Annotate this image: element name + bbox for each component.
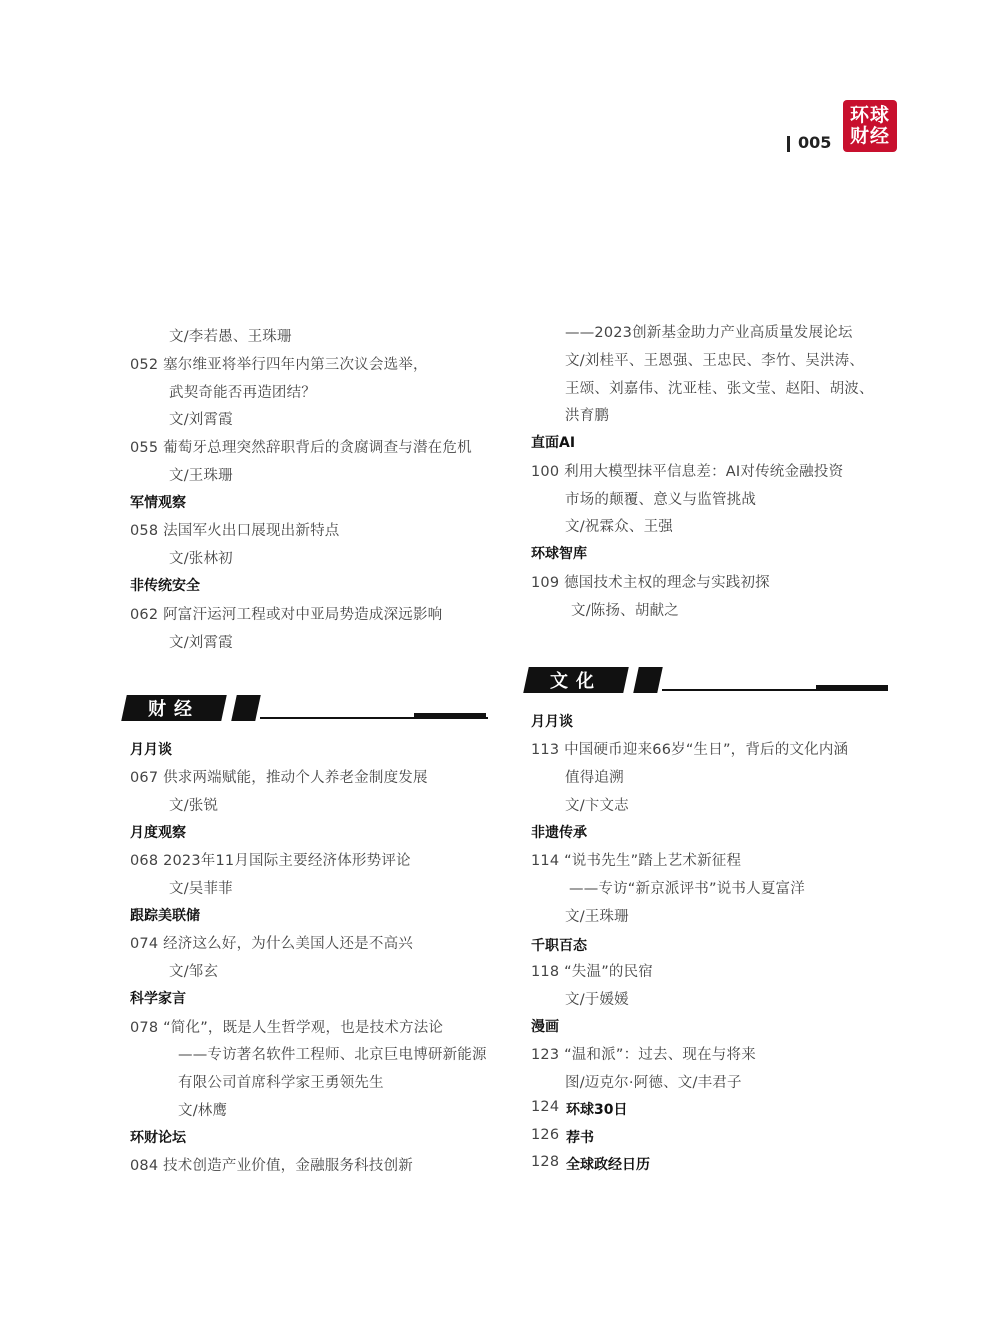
section-heading: 漫画 (531, 1019, 559, 1035)
banner-block (633, 667, 663, 693)
banner-thick-rule (414, 713, 486, 719)
toc-byline: 文/刘霄霞 (169, 412, 233, 428)
toc-byline: 文/于媛媛 (565, 992, 629, 1008)
toc-entry: 067 供求两端赋能，推动个人养老金制度发展 (130, 770, 428, 786)
toc-entry: 109 德国技术主权的理念与实践初探 (531, 575, 770, 591)
toc-byline-continued: 洪育鹏 (565, 408, 610, 424)
toc-entry-continued: 值得追溯 (565, 770, 624, 786)
section-heading: 非传统安全 (130, 578, 200, 594)
toc-entry: 078 “简化”，既是人生哲学观，也是技术方法论 (130, 1020, 444, 1036)
toc-entry-title: 荐书 (566, 1130, 594, 1146)
toc-subtitle: ——2023创新基金助力产业高质量发展论坛 (565, 325, 853, 341)
toc-entry: 074 经济这么好，为什么美国人还是不高兴 (130, 936, 413, 952)
section-heading: 军情观察 (130, 495, 186, 511)
banner-box (523, 667, 629, 693)
section-heading: 月度观察 (130, 825, 186, 841)
toc-subtitle: ——专访“新京派评书”说书人夏富洋 (569, 881, 805, 897)
toc-byline: 文/张锐 (169, 798, 219, 814)
logo-line-2: 财经 (849, 125, 890, 147)
toc-byline: 文/刘桂平、王恩强、王忠民、李竹、吴洪涛、 (565, 353, 865, 369)
toc-entry: 062 阿富汗运河工程或对中亚局势造成深远影响 (130, 607, 443, 623)
section-heading: 月月谈 (531, 714, 573, 730)
toc-entry: 084 技术创造产业价值，金融服务科技创新 (130, 1158, 413, 1174)
section-heading: 直面AI (531, 435, 576, 451)
toc-entry: 058 法国军火出口展现出新特点 (130, 523, 340, 539)
toc-byline-continued: 王颂、刘嘉伟、沈亚桂、张文莹、赵阳、胡波、 (565, 381, 874, 397)
toc-entry: 113 中国硬币迎来66岁“生日”，背后的文化内涵 (531, 742, 849, 758)
toc-subtitle: ——专访著名软件工程师、北京巨电博研新能源 (178, 1047, 487, 1063)
toc-byline: 文/卞文志 (565, 798, 629, 814)
toc-byline: 文/王珠珊 (169, 468, 233, 484)
toc-entry: 068 2023年11月国际主要经济体形势评论 (130, 853, 411, 869)
toc-page-number: 126 (531, 1127, 560, 1143)
page-number-bar (787, 136, 790, 152)
banner-title: 文化 (550, 671, 602, 692)
toc-page-number: 128 (531, 1154, 560, 1170)
toc-entry-title: 全球政经日历 (566, 1157, 650, 1173)
section-heading: 科学家言 (130, 991, 186, 1007)
section-heading: 千职百态 (531, 938, 587, 954)
section-heading: 月月谈 (130, 742, 172, 758)
section-heading: 跟踪美联储 (130, 908, 200, 924)
toc-entry-continued: 市场的颠覆、意义与监管挑战 (565, 492, 757, 508)
section-heading: 环财论坛 (130, 1130, 186, 1146)
toc-subtitle-continued: 有限公司首席科学家王勇领先生 (178, 1075, 384, 1091)
toc-byline: 文/张林初 (169, 551, 233, 567)
toc-byline: 文/邹玄 (169, 964, 219, 980)
toc-entry: 052 塞尔维亚将举行四年内第三次议会选举， (130, 357, 428, 373)
logo-line-1: 环球 (849, 104, 890, 126)
toc-entry: 055 葡萄牙总理突然辞职背后的贪腐调查与潜在危机 (130, 440, 472, 456)
toc-byline: 文/陈扬、胡献之 (571, 603, 679, 619)
toc-byline: 文/王珠珊 (565, 909, 629, 925)
toc-page-number: 124 (531, 1099, 560, 1115)
banner-block (231, 695, 261, 721)
toc-entry-title: 环球30日 (566, 1102, 628, 1118)
banner-box (121, 695, 227, 721)
toc-byline: 文/林鹰 (178, 1103, 228, 1119)
toc-entry: 100 利用大模型抹平信息差：AI对传统金融投资 (531, 464, 844, 480)
toc-byline: 文/刘霄霞 (169, 635, 233, 651)
banner-thick-rule (816, 685, 888, 691)
toc-byline: 文/祝霖众、王强 (565, 519, 673, 535)
section-banner-finance (124, 695, 488, 721)
section-banner-culture (526, 667, 888, 693)
toc-entry: 118 “失温”的民宿 (531, 964, 654, 980)
toc-byline: 文/李若愚、王珠珊 (169, 329, 292, 345)
magazine-logo (843, 100, 897, 152)
toc-byline: 图/迈克尔·阿德、文/丰君子 (565, 1075, 742, 1091)
section-heading: 非遗传承 (531, 825, 587, 841)
toc-entry: 123 “温和派”：过去、现在与将来 (531, 1047, 756, 1063)
toc-entry-continued: 武契奇能否再造团结？ (169, 385, 316, 401)
toc-entry: 114 “说书先生”踏上艺术新征程 (531, 853, 742, 869)
banner-title: 财经 (148, 699, 200, 720)
page-number: 005 (798, 133, 832, 152)
toc-byline: 文/吴菲菲 (169, 881, 233, 897)
section-heading: 环球智库 (531, 546, 587, 562)
